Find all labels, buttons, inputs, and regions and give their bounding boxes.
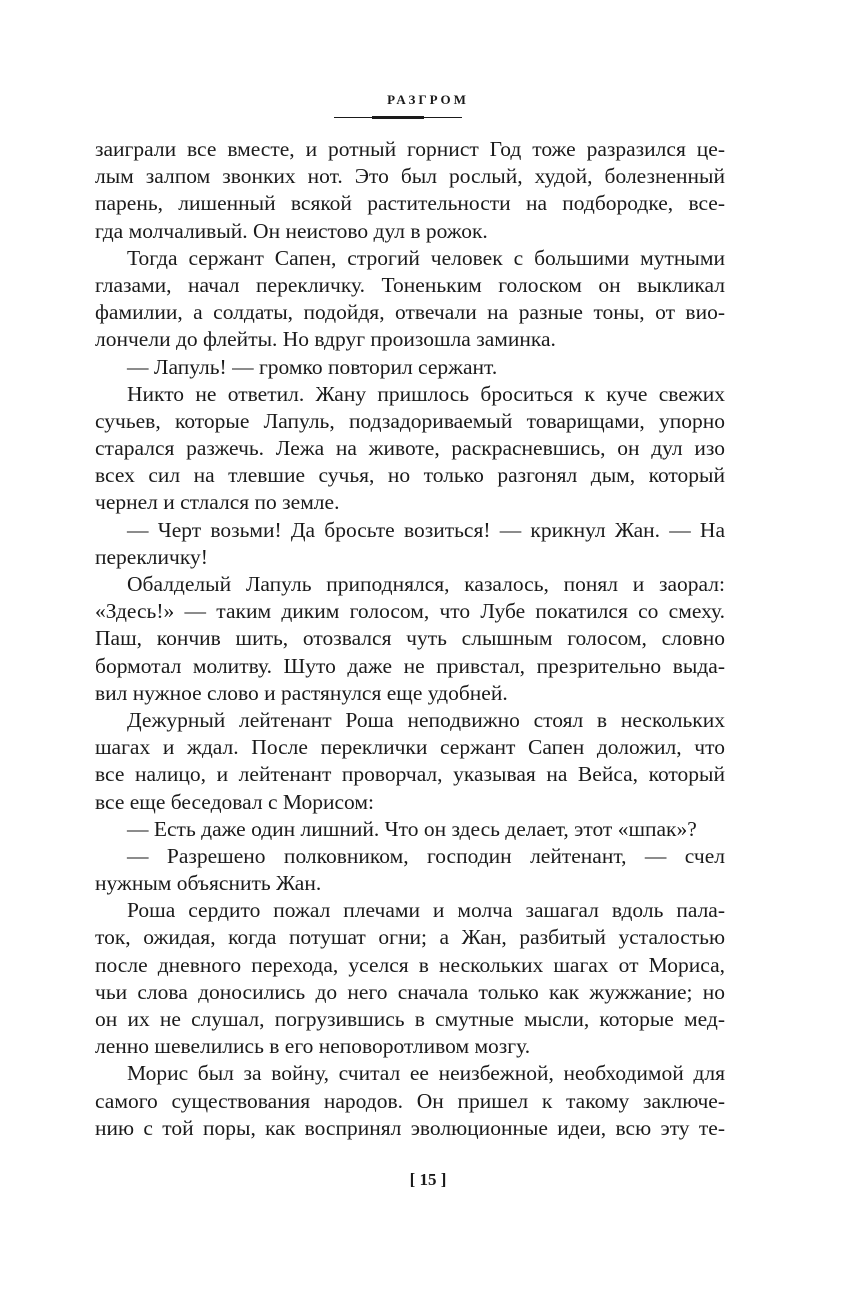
- text-line: «Здесь!» — таким диким голосом, что Лубе покатился со смеху.: [95, 599, 725, 624]
- text-line: он их не слушал, погрузившись в смутные мысли, которые мед-: [95, 1007, 725, 1031]
- text-line: Тогда сержант Сапен, строгий человек с большими мутными: [127, 245, 725, 270]
- text-line: парень, лишенный всякой растительности на подбородке, все-: [95, 191, 725, 216]
- text-line: — Разрешено полковником, господин лейтенант, — счел: [127, 843, 725, 868]
- text-line: Никто не ответил. Жану пришлось броситься к куче свежих: [127, 381, 725, 406]
- text-line: все налицо, и лейтенант проворчал, указывая на Вейса, который: [95, 762, 725, 787]
- text-line: — Есть даже один лишний. Что он здесь делает, этот «шпак»?: [127, 816, 697, 841]
- text-line: всех сил на тлевшие сучья, но только разгонял дым, который: [95, 463, 725, 488]
- body-text: [95, 136, 725, 1142]
- text-line: Обалделый Лапуль приподнялся, казалось, понял и заорал:: [127, 572, 725, 596]
- text-line: Роша сердито пожал плечами и молча зашагал вдоль пала-: [127, 898, 725, 923]
- text-line: лым залпом звонких нот. Это был рослый, худой, болезненный: [95, 164, 725, 189]
- text-line: бормотал молитву. Шуто даже не привстал, презрительно выда-: [95, 653, 725, 678]
- text-line: лончели до флейты. Но вдруг произошла заминка.: [95, 327, 556, 352]
- text-line: шагах и ждал. После переклички сержант Сапен доложил, что: [95, 735, 725, 760]
- page-number: [ 15 ]: [409, 1170, 447, 1189]
- text-line: Паш, кончив шить, отозвался чуть слышным голосом, словно: [95, 626, 725, 651]
- text-line: Морис был за войну, считал ее неизбежной, необходимой для: [127, 1061, 725, 1086]
- header-rule: [334, 117, 462, 118]
- text-line: глазами, начал перекличку. Тоненьким голоском он выкликал: [95, 272, 725, 297]
- text-line: заиграли все вместе, и ротный горнист Год тоже разразился це-: [95, 137, 725, 161]
- text-line: перекличку!: [95, 544, 208, 569]
- text-line: самого существования народов. Он пришел к такому заключе-: [95, 1088, 725, 1113]
- text-line: старался разжечь. Лежа на животе, раскрасневшись, он дул изо: [95, 436, 725, 461]
- text-line: Дежурный лейтенант Роша неподвижно стоял в нескольких: [127, 707, 725, 732]
- running-title: РАЗГРОМ: [387, 92, 469, 107]
- text-line: чьи слова доносились до него сначала только как жужжание; но: [95, 979, 725, 1004]
- text-line: все еще беседовал с Морисом:: [95, 789, 374, 814]
- text-line: чернел и стлался по земле.: [95, 490, 340, 515]
- text-line: фамилии, а солдаты, подойдя, отвечали на разные тоны, от вио-: [95, 300, 725, 325]
- text-line: гда молчаливый. Он неистово дул в рожок.: [95, 218, 488, 243]
- text-line: вил нужное слово и растянулся еще удобней.: [95, 680, 508, 705]
- text-line: ток, ожидая, когда потушат огни; а Жан, разбитый усталостью: [95, 925, 725, 950]
- text-line: нужным объяснить Жан.: [95, 871, 322, 896]
- text-line: нию с той поры, как воспринял эволюционные идеи, всю эту те-: [95, 1115, 725, 1140]
- text-line: — Черт возьми! Да бросьте возиться! — крикнул Жан. — На: [127, 517, 725, 542]
- text-line: после дневного перехода, уселся в нескольких шагах от Мориса,: [95, 952, 725, 977]
- text-line: сучьев, которые Лапуль, подзадориваемый товарищами, упорно: [95, 408, 725, 433]
- text-line: ленно шевелились в его неповоротливом мозгу.: [95, 1034, 531, 1059]
- text-line: — Лапуль! — громко повторил сержант.: [127, 354, 498, 379]
